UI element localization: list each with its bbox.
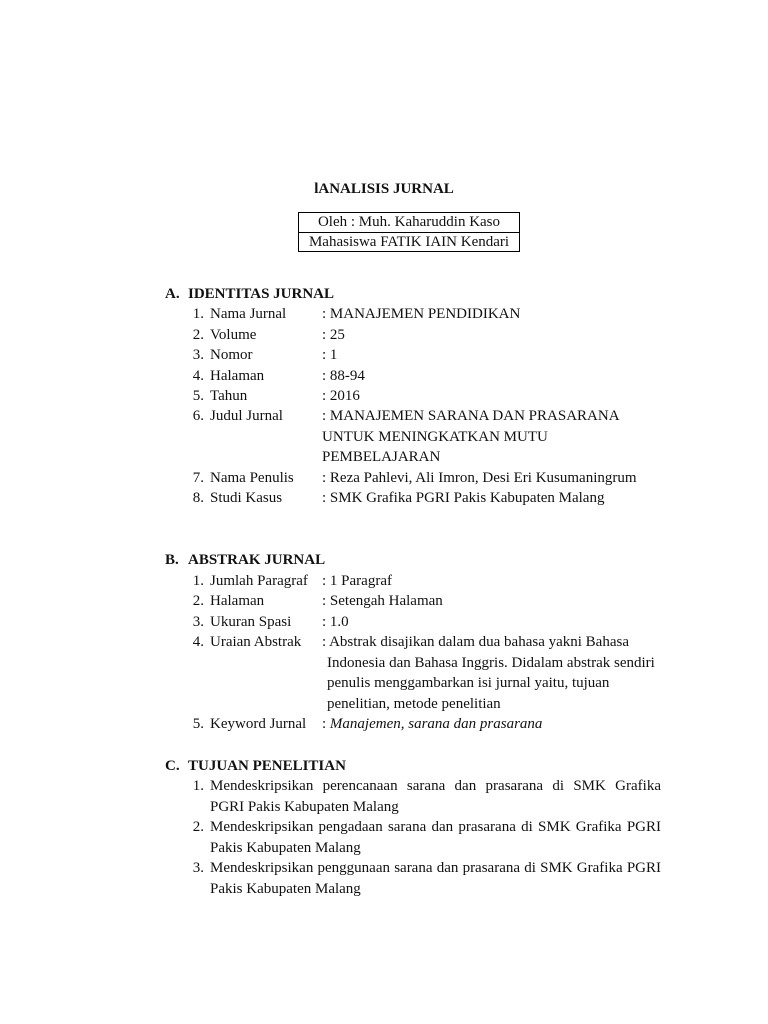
objective-text-continuation: Pakis Kabupaten Malang	[210, 881, 361, 897]
field-label: Halaman	[210, 593, 265, 609]
field-value: : Setengah Halaman	[322, 593, 443, 609]
list-number: 8.	[192, 490, 204, 506]
section-a-letter: A.	[165, 286, 180, 302]
section-b-heading: ABSTRAK JURNAL	[188, 552, 326, 568]
field-value: : 1	[322, 347, 338, 363]
keyword-text: Manajemen, sarana dan prasarana	[329, 716, 543, 732]
section-b-letter: B.	[165, 552, 179, 568]
objective-text: Mendeskripsikan penggunaan sarana dan prasarana di SMK Grafika PGRI	[210, 860, 661, 876]
field-label: Nama Penulis	[210, 470, 294, 486]
document-title: lANALISIS JURNAL	[314, 181, 454, 197]
list-number: 1.	[192, 573, 204, 589]
field-value: : 88-94	[322, 368, 365, 384]
list-number: 2.	[192, 593, 204, 609]
objective-text: Mendeskripsikan perencanaan sarana dan prasarana di SMK Grafika	[210, 778, 661, 794]
field-value: : MANAJEMEN SARANA DAN PRASARANA	[322, 408, 620, 424]
list-number: 4.	[192, 368, 204, 384]
field-label: Volume	[210, 327, 257, 343]
list-number: 2.	[192, 819, 204, 835]
field-value: : 2016	[322, 388, 360, 404]
list-number: 5.	[192, 388, 204, 404]
field-value-continuation: Indonesia dan Bahasa Inggris. Didalam abstrak sendiri	[327, 655, 655, 671]
field-value: : 25	[322, 327, 345, 343]
author-line: Oleh : Muh. Kaharuddin Kaso	[317, 214, 501, 230]
field-value: : Abstrak disajikan dalam dua bahasa yakni Bahasa	[322, 634, 629, 650]
section-a-heading: IDENTITAS JURNAL	[188, 286, 335, 302]
section-c-heading: TUJUAN PENELITIAN	[188, 758, 346, 774]
field-value	[322, 714, 542, 734]
field-label: Studi Kasus	[210, 490, 283, 506]
field-label: Jumlah Paragraf	[210, 573, 308, 589]
list-number: 7.	[192, 470, 204, 486]
field-value: : SMK Grafika PGRI Pakis Kabupaten Malang	[322, 490, 605, 506]
field-value-continuation: PEMBELAJARAN	[322, 449, 441, 465]
list-number: 6.	[192, 408, 204, 424]
affiliation-line: Mahasiswa FATIK IAIN Kendari	[299, 232, 519, 252]
list-number: 2.	[192, 327, 204, 343]
field-label: Tahun	[210, 388, 248, 404]
field-label: Halaman	[210, 368, 265, 384]
field-value: : Reza Pahlevi, Ali Imron, Desi Eri Kusumaningrum	[322, 470, 637, 486]
field-value: : MANAJEMEN PENDIDIKAN	[322, 306, 521, 322]
list-number: 5.	[192, 716, 204, 732]
list-number: 3.	[192, 860, 204, 876]
field-value: : 1 Paragraf	[322, 573, 392, 589]
list-number: 1.	[192, 778, 204, 794]
field-label: Nama Jurnal	[210, 306, 287, 322]
field-value-prefix: :	[322, 716, 330, 732]
field-label: Uraian Abstrak	[210, 634, 302, 650]
field-label: Judul Jurnal	[210, 408, 283, 424]
field-value: : 1.0	[322, 614, 349, 630]
field-label: Ukuran Spasi	[210, 614, 292, 630]
field-value-continuation: penulis menggambarkan isi jurnal yaitu, tujuan	[327, 675, 610, 691]
objective-text-continuation: Pakis Kabupaten Malang	[210, 840, 361, 856]
section-c-letter: C.	[165, 758, 180, 774]
field-value-continuation: UNTUK MENINGKATKAN MUTU	[322, 429, 548, 445]
list-number: 4.	[192, 634, 204, 650]
list-number: 1.	[192, 306, 204, 322]
author-box	[298, 212, 520, 252]
objective-text: Mendeskripsikan pengadaan sarana dan prasarana di SMK Grafika PGRI	[210, 819, 661, 835]
field-label: Keyword Jurnal	[210, 716, 307, 732]
list-number: 3.	[192, 347, 204, 363]
list-number: 3.	[192, 614, 204, 630]
objective-text-continuation: PGRI Pakis Kabupaten Malang	[210, 799, 399, 815]
field-label: Nomor	[210, 347, 253, 363]
field-value-continuation: penelitian, metode penelitian	[327, 696, 501, 712]
